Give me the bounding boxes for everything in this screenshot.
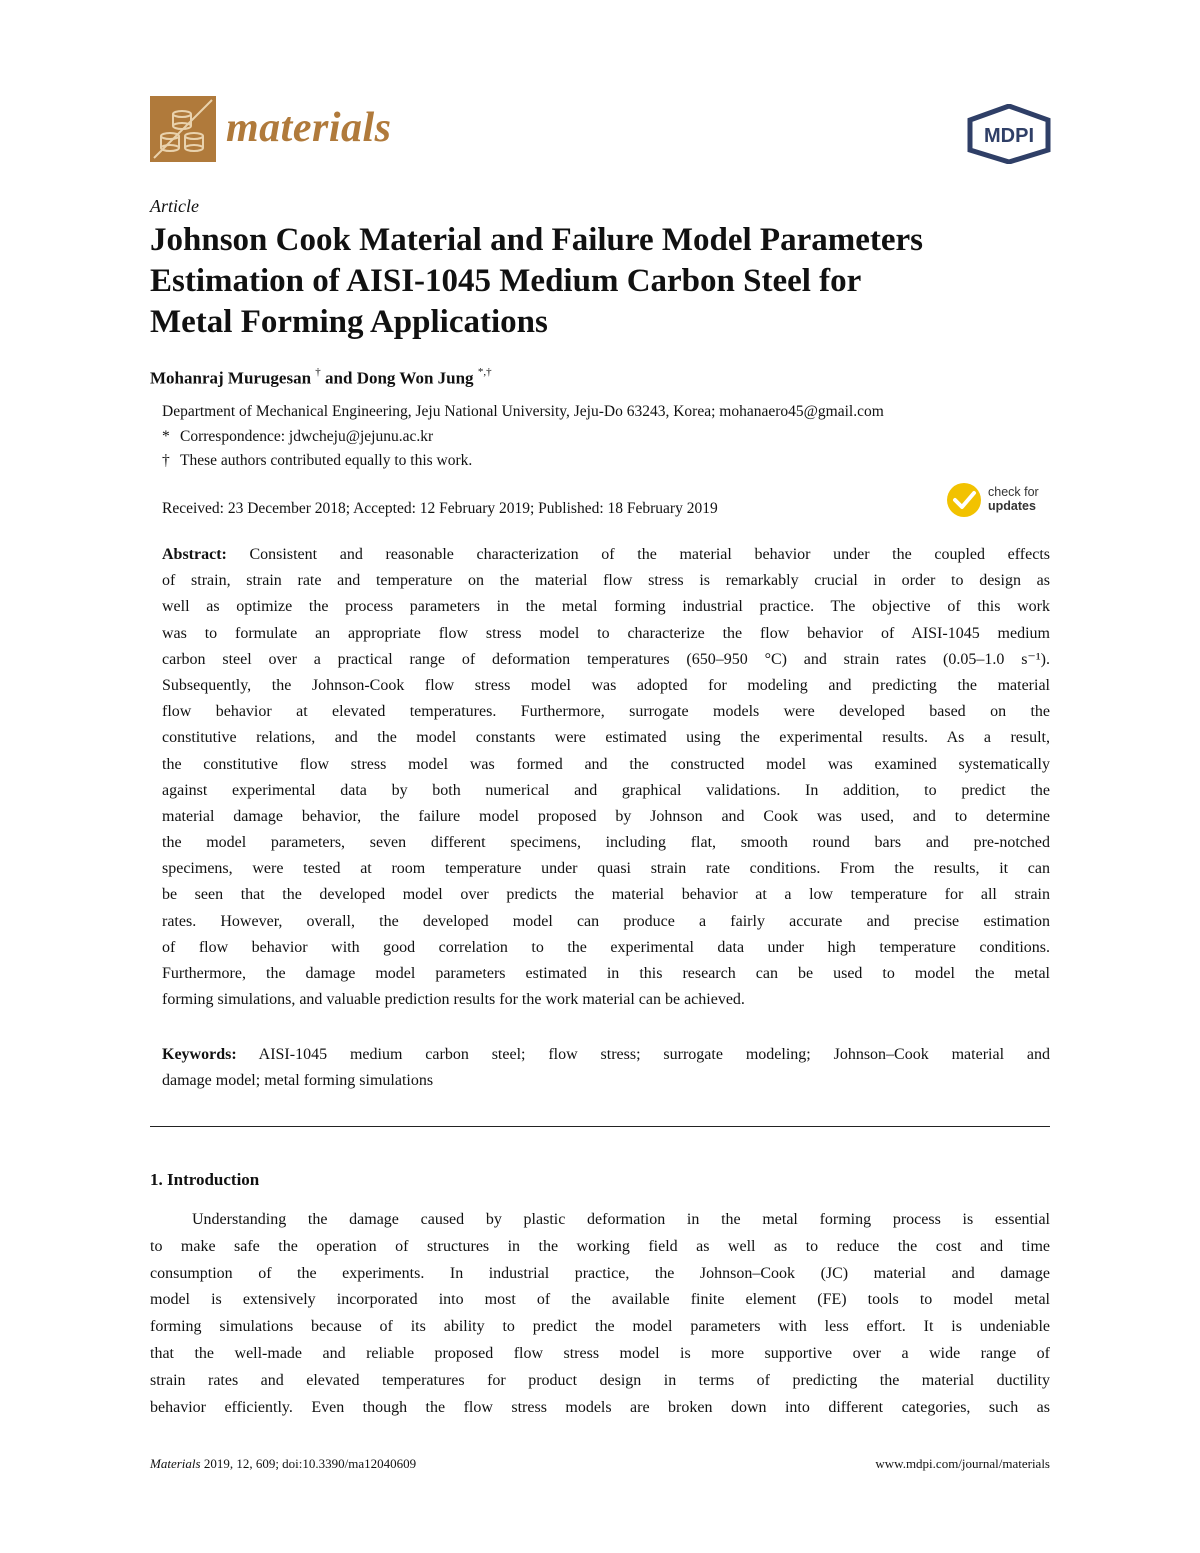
keywords-label: Keywords: <box>162 1046 237 1063</box>
publisher-logo-icon <box>966 104 1052 164</box>
abstract-line: be seen that the developed model over predicts the material behavior at a low temperature for all strain <box>162 886 1050 904</box>
check-for-updates-badge[interactable] <box>946 482 1056 522</box>
abstract-line: the model parameters, seven different specimens, including flat, smooth round bars and pre-notched <box>162 834 1050 852</box>
abstract-line: well as optimize the process parameters in the metal forming industrial practice. The objective of this work <box>162 598 1050 616</box>
body-line: behavior efficiently. Even though the flow stress models are broken down into different categories, such as <box>150 1398 1050 1416</box>
title-line: Johnson Cook Material and Failure Model Parameters <box>150 222 923 258</box>
abstract-line: carbon steel over a practical range of deformation temperatures (650–950 °C) and strain rates (0.05–1.0 s⁻¹). <box>162 650 1050 668</box>
abstract-line: was to formulate an appropriate flow stress model to characterize the flow behavior of AISI-1045 medium <box>162 624 1050 642</box>
abstract-line: flow behavior at elevated temperatures. Furthermore, surrogate models were developed based on the <box>162 703 1050 721</box>
abstract-line: of strain, strain rate and temperature on the material flow stress is remarkably crucial in order to design as <box>162 572 1050 590</box>
article-title <box>150 220 1050 343</box>
abstract-line: Subsequently, the Johnson-Cook flow stress model was adopted for modeling and predicting the material <box>162 676 1050 694</box>
author-name[interactable]: Mohanraj Murugesan <box>150 368 312 388</box>
author-list <box>150 368 492 389</box>
correspondence-line <box>162 428 433 446</box>
affiliation: Department of Mechanical Engineering, Jeju National University, Jeju-Do 63243, Korea; mohanaero45@gmail.com <box>162 403 884 420</box>
check-updates-line: check for <box>988 485 1039 499</box>
citation-footer <box>150 1456 416 1472</box>
abstract-line: forming simulations, and valuable prediction results for the work material can be achieved. <box>162 991 745 1009</box>
publication-dates: Received: 23 December 2018; Accepted: 12 February 2019; Published: 18 February 2019 <box>162 500 718 517</box>
abstract-line: of flow behavior with good correlation to the experimental data under high temperature conditions. <box>162 938 1050 956</box>
abstract-line: against experimental data by both numerical and graphical validations. In addition, to predict the <box>162 781 1050 799</box>
journal-url[interactable]: www.mdpi.com/journal/materials <box>875 1456 1050 1471</box>
citation-details[interactable]: 2019, 12, 609; doi:10.3390/ma12040609 <box>200 1456 417 1471</box>
abstract-line: Abstract: Consistent and reasonable characterization of the material behavior under the coupled effects <box>162 546 1050 563</box>
keywords <box>162 1042 1050 1094</box>
body-line: strain rates and elevated temperatures for product design in terms of predicting the material ductility <box>150 1371 1050 1389</box>
publisher-name: MDPI <box>984 125 1034 147</box>
equal-contribution-mark: † <box>162 452 170 469</box>
introduction-body <box>150 1207 1050 1421</box>
body-line: that the well-made and reliable proposed flow stress model is more supportive over a wide range of <box>150 1344 1050 1362</box>
checkmark-icon <box>946 482 982 518</box>
check-updates-label <box>988 485 1039 513</box>
author-name[interactable]: Dong Won Jung <box>356 368 474 388</box>
abstract-line: the constitutive flow stress model was formed and the constructed model was examined systematically <box>162 755 1050 773</box>
check-updates-line: updates <box>988 499 1036 513</box>
correspondence-mark: * <box>162 428 170 445</box>
article-type: Article <box>150 196 199 216</box>
body-line: consumption of the experiments. In industrial practice, the Johnson–Cook (JC) material and damage <box>150 1264 1050 1282</box>
body-line: forming simulations because of its ability to predict the model parameters with less effort. It is undeniable <box>150 1318 1050 1336</box>
section-divider <box>150 1126 1050 1127</box>
journal-name: materials <box>226 105 392 151</box>
body-line: model is extensively incorporated into most of the available finite element (FE) tools to model metal <box>150 1291 1050 1309</box>
abstract-line: Furthermore, the damage model parameters estimated in this research can be used to model the metal <box>162 965 1050 982</box>
abstract-line: material damage behavior, the failure model proposed by Johnson and Cook was used, and to determine <box>162 807 1050 825</box>
equal-contribution: These authors contributed equally to this work. <box>180 452 473 469</box>
title-line: Metal Forming Applications <box>150 304 548 340</box>
abstract-line: specimens, were tested at room temperature under quasi strain rate conditions. From the results, it can <box>162 860 1050 878</box>
correspondence[interactable]: Correspondence: jdwcheju@jejunu.ac.kr <box>180 428 434 445</box>
body-line: to make safe the operation of structures in the working field as well as to reduce the cost and time <box>150 1237 1050 1255</box>
journal-logo-icon <box>150 96 216 162</box>
citation-journal: Materials <box>150 1456 201 1471</box>
abstract-line: constitutive relations, and the model constants were estimated using the experimental results. As a result, <box>162 729 1050 747</box>
author-mark: † <box>315 366 321 378</box>
keywords-line: damage model; metal forming simulations <box>162 1072 434 1090</box>
abstract-line: rates. However, overall, the developed model can produce a fairly accurate and precise estimation <box>162 912 1050 930</box>
title-line: Estimation of AISI-1045 Medium Carbon Steel for <box>150 263 862 299</box>
body-line: Understanding the damage caused by plastic deformation in the metal forming process is essential <box>192 1211 1050 1228</box>
section-heading: 1. Introduction <box>150 1170 260 1189</box>
abstract <box>162 542 1050 1013</box>
equal-contribution-line <box>162 452 472 470</box>
abstract-label: Abstract: <box>162 546 227 563</box>
author-mark: *,† <box>477 366 492 378</box>
keywords-line: Keywords: AISI-1045 medium carbon steel; flow stress; surrogate modeling; Johnson–Cook material and <box>162 1046 1050 1063</box>
author-connector: and <box>325 368 357 388</box>
